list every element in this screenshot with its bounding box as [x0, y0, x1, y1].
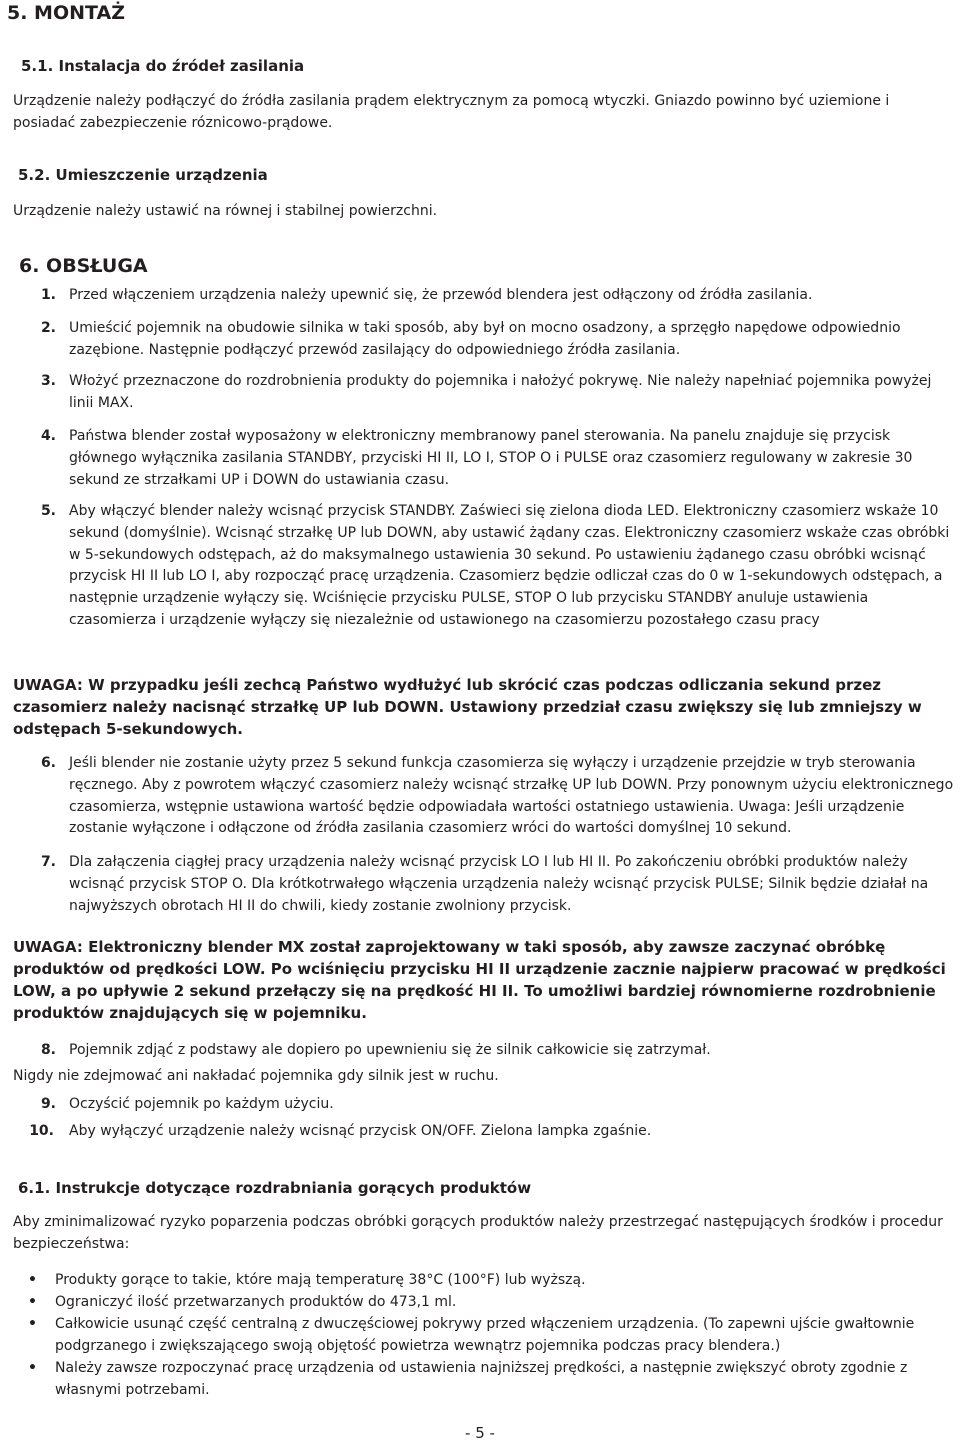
bullet-icon: •: [28, 1272, 37, 1288]
section-6-1-intro: Aby zminimalizować ryzyko poparzenia podczas obróbki gorących produktów należy przestrzegać następujących środków i procedur bezpieczeństwa:: [13, 1214, 943, 1252]
step-text: Umieścić pojemnik na obudowie silnika w taki sposób, aby był on mocno osadzony, a sprzęgło napędowe odpowiednio zazębione. Następnie podłączyć przewód zasilający do odpowiedniego źródła zasilania.: [69, 320, 901, 358]
step-text: Aby włączyć blender należy wcisnąć przycisk STANDBY. Zaświeci się zielona dioda LED. Elektroniczny czasomierz wskaże 10 sekund (domyślnie). Wcisnąć strzałkę UP lub DOWN, aby ustawić żądany czas. Elektroniczny czasomierz wskaże czas obróbki w 5-sekundowych odstępach, aż do maksymalnego ustawienia 30 sekund. Po ustawieniu żądanego czasu obróbki wcisnąć przycisk HI II lub LO I, aby rozpocząć pracę urządzenia. Czasomierz będzie odliczał czas do 0 w 1-sekundowych odstępach, a następnie urządzenie wyłączy się. Wciśnięcie przycisku PULSE, STOP O lub przycisku STANDBY anuluje ustawienia czasomierza i urządzenie wyłączy się niezależnie od ustawionego na czasomierzu pozostałego czasu pracy: [69, 503, 950, 628]
step-number: 7.: [40, 854, 56, 870]
step-text: Włożyć przeznaczone do rozdrobnienia produkty do pojemnika i nałożyć pokrywę. Nie należy napełniać pojemnika powyżej linii MAX.: [69, 373, 932, 411]
step-number: 10.: [29, 1123, 54, 1139]
step-text: Pojemnik zdjąć z podstawy ale dopiero po upewnieniu się że silnik całkowicie się zatrzymał.: [69, 1042, 711, 1058]
page-number: - 5 -: [465, 1424, 495, 1442]
step-number: 2.: [40, 320, 56, 336]
step-number: 1.: [40, 287, 56, 303]
step-number: 8.: [40, 1042, 56, 1058]
bullet-text: Produkty gorące to takie, które mają temperaturę 38°C (100°F) lub wyższą.: [55, 1272, 586, 1288]
section-5-2-paragraph: Urządzenie należy ustawić na równej i stabilnej powierzchni.: [13, 203, 438, 219]
bullet-text: Należy zawsze rozpoczynać pracę urządzenia od ustawienia najniższej prędkości, a następnie zwiększyć obroty zgodnie z własnymi potrzebami.: [55, 1360, 908, 1398]
bullet-text: Ograniczyć ilość przetwarzanych produktów do 473,1 ml.: [55, 1294, 457, 1310]
section-6-1-heading: 6.1. Instrukcje dotyczące rozdrabniania gorących produktów: [18, 1179, 532, 1197]
step-number: 3.: [40, 373, 56, 389]
step-text: Dla załączenia ciągłej pracy urządzenia należy wcisnąć przycisk LO I lub HI II. Po zakończeniu obróbki produktów należy wcisnąć przycisk STOP O. Dla krótkotrwałego włączenia urządzenia należy wcisnąć przycisk PULSE; Silnik będzie działał na najwyższych obrotach HI II do chwili, kiedy zostanie zwolniony przycisk.: [69, 854, 929, 914]
step-number: 5.: [40, 503, 56, 519]
step-text: Państwa blender został wyposażony w elektroniczny membranowy panel sterowania. Na panelu znajduje się przycisk głównego wyłącznika zasilania STANDBY, przyciski HI II, LO I, STOP O i PULSE oraz czasomierz regulowany w zakresie 30 sekund ze strzałkami UP i DOWN do ustawiania czasu.: [69, 428, 913, 488]
warning-note: UWAGA: Elektroniczny blender MX został zaprojektowany w taki sposób, aby zawsze zaczynać obróbkę produktów od prędkości LOW. Po wciśnięciu przycisku HI II urządzenie zacznie najpierw pracować w prędkości LOW, a po upływie 2 sekund przełączy się na prędkość HI II. To umożliwi bardziej równomierne rozdrobnienie produktów znajdujących się w pojemniku.: [13, 938, 946, 1022]
bullet-icon: •: [28, 1316, 37, 1332]
section-5-heading: 5. MONTAŻ: [7, 2, 125, 24]
step-number: 9.: [40, 1096, 56, 1112]
step-text: Aby wyłączyć urządzenie należy wcisnąć przycisk ON/OFF. Zielona lampka zgaśnie.: [69, 1123, 652, 1139]
section-5-1-paragraph: Urządzenie należy podłączyć do źródła zasilania prądem elektrycznym za pomocą wtyczki. Gniazdo powinno być uziemione i posiadać zabezpieczenie róznicowo-prądowe.: [13, 93, 890, 131]
step-8-note: Nigdy nie zdejmować ani nakładać pojemnika gdy silnik jest w ruchu.: [13, 1068, 499, 1084]
section-5-1-heading: 5.1. Instalacja do źródeł zasilania: [21, 57, 305, 75]
bullet-icon: •: [28, 1294, 37, 1310]
step-text: Przed włączeniem urządzenia należy upewnić się, że przewód blendera jest odłączony od źródła zasilania.: [69, 287, 813, 303]
step-number: 6.: [40, 755, 56, 771]
bullet-icon: •: [28, 1360, 37, 1376]
warning-note: UWAGA: W przypadku jeśli zechcą Państwo wydłużyć lub skrócić czas podczas odliczania sekund przez czasomierz należy nacisnąć strzałkę UP lub DOWN. Ustawiony przedział czasu zwiększy się lub zmniejszy w odstępach 5-sekundowych.: [13, 676, 922, 738]
step-text: Jeśli blender nie zostanie użyty przez 5 sekund funkcja czasomierza się wyłączy i urządzenie przejdzie w tryb sterowania ręcznego. Aby z powrotem włączyć czasomierz należy wcisnąć strzałkę UP lub DOWN. Przy ponownym użyciu elektronicznego czasomierza, wstępnie ustawiona wartość będzie odpowiadała wartości ostatniego ustawienia. Uwaga: Jeśli urządzenie zostanie wyłączone i odłączone od źródła zasilania czasomierz wróci do wartości domyślnej 10 sekund.: [69, 755, 954, 837]
section-5-2-heading: 5.2. Umieszczenie urządzenia: [18, 166, 268, 184]
step-text: Oczyścić pojemnik po każdym użyciu.: [69, 1096, 334, 1112]
step-number: 4.: [40, 428, 56, 444]
section-6-heading: 6. OBSŁUGA: [19, 255, 148, 277]
bullet-text: Całkowicie usunąć część centralną z dwuczęściowej pokrywy przed włączeniem urządzenia. (To zapewni ujście gwałtownie podgrzanego i zwiększającego swoją objętość powietrza wewnątrz pojemnika podczas pracy blendera.): [55, 1316, 915, 1354]
